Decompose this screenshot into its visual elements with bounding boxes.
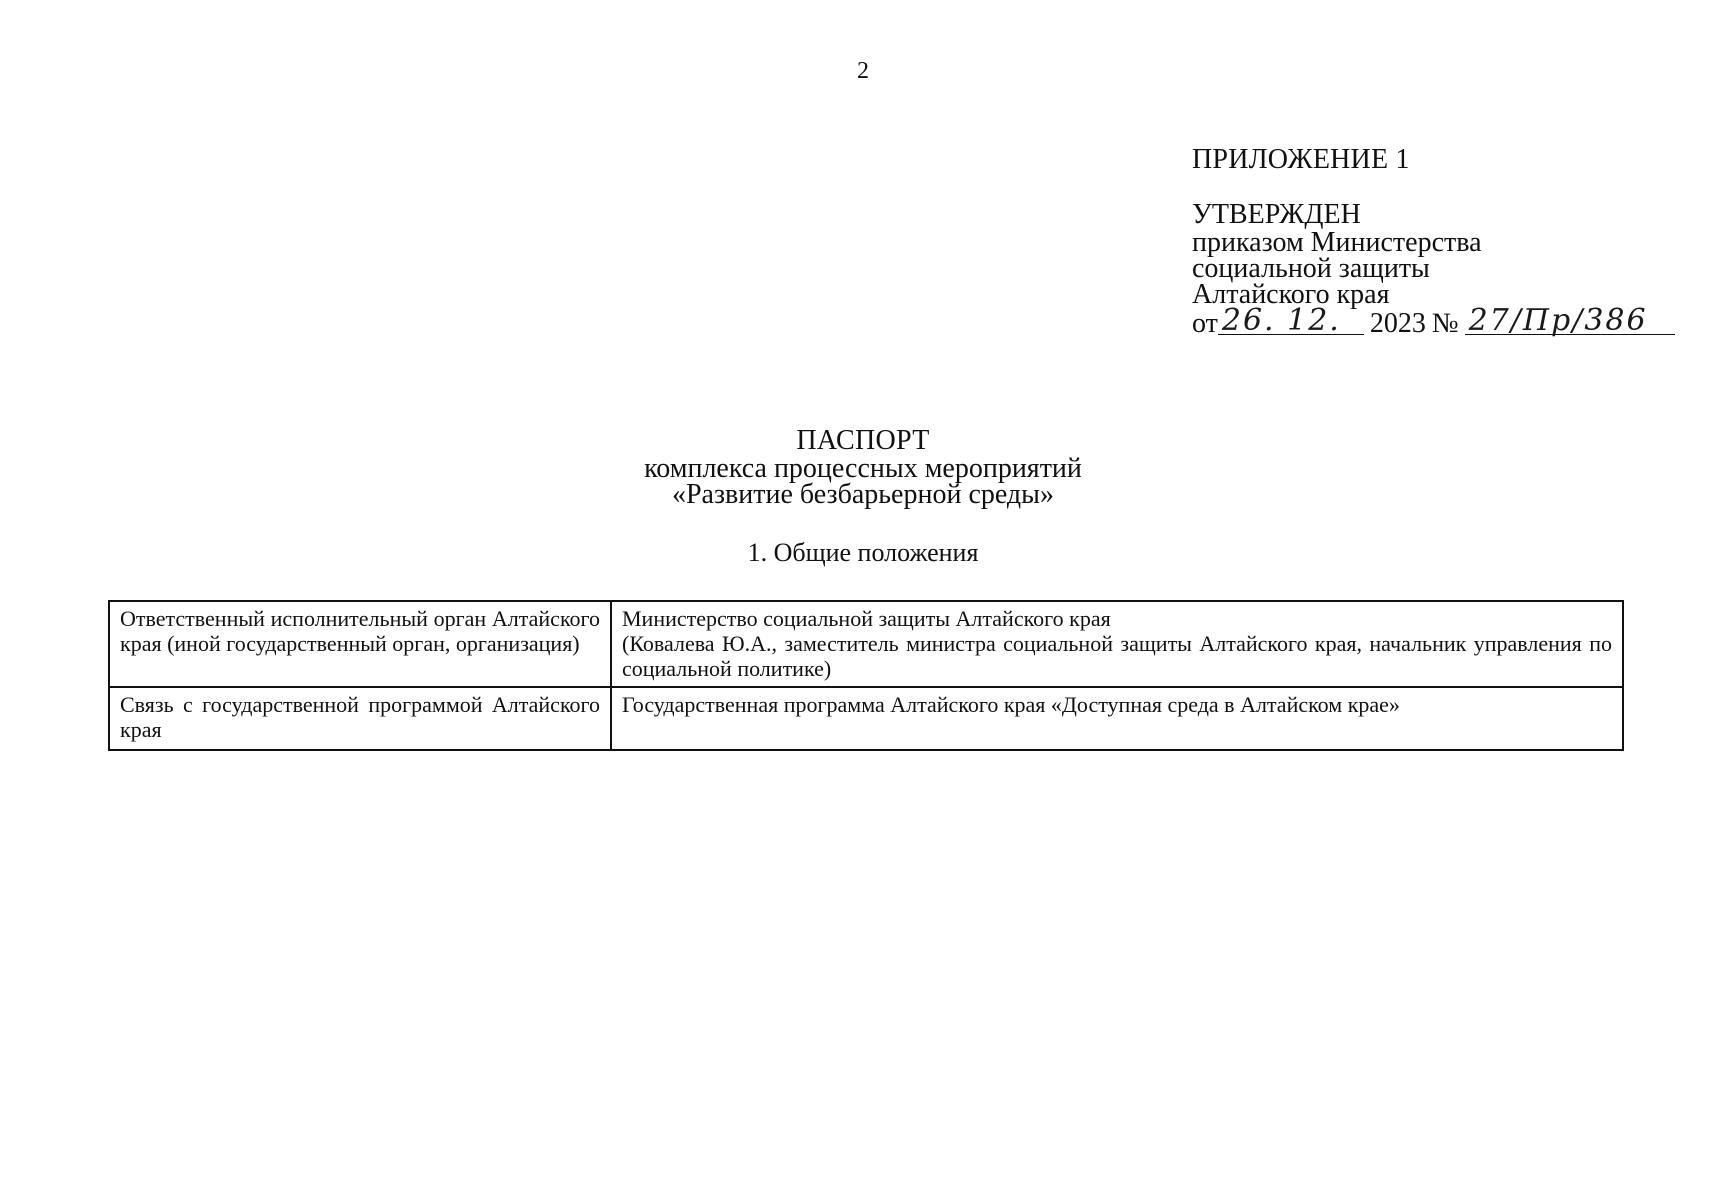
table-row bbox=[109, 687, 1623, 750]
document-subtitle-line-1: комплекса процессных мероприятий bbox=[644, 453, 1082, 484]
table-cell-label: Ответственный исполнительный орган Алтайского края (иной государственный орган, организация) bbox=[109, 601, 611, 687]
general-provisions-table bbox=[108, 600, 1624, 751]
order-number-field bbox=[1465, 303, 1675, 338]
page-number: 2 bbox=[857, 58, 869, 84]
table-cell-value-line: (Ковалева Ю.А., заместитель министра социальной защиты Алтайского края, начальник управления по социальной политике) bbox=[622, 631, 1612, 681]
order-year: 2023 bbox=[1369, 308, 1426, 339]
approval-line-altai-krai: Алтайского края bbox=[1192, 279, 1390, 310]
approval-line-order-of-ministry: приказом Министерства bbox=[1192, 227, 1482, 258]
order-number-sign: № bbox=[1431, 308, 1459, 339]
section-heading: 1. Общие положения bbox=[747, 538, 979, 567]
approved-heading: УТВЕРЖДЕН bbox=[1192, 199, 1361, 230]
approval-line-social-protection: социальной защиты bbox=[1192, 253, 1430, 284]
document-title-block bbox=[0, 426, 1726, 508]
table-row bbox=[109, 601, 1623, 687]
document-title: ПАСПОРТ bbox=[796, 425, 930, 456]
table-cell-value-line: Государственная программа Алтайского края «Доступная среда в Алтайском крае» bbox=[622, 692, 1400, 717]
order-date-number-line bbox=[1192, 303, 1692, 339]
table-cell-value bbox=[611, 687, 1623, 750]
approval-block bbox=[1192, 142, 1692, 339]
document-subtitle-line-2: «Развитие безбарьерной среды» bbox=[671, 479, 1054, 510]
order-date-field bbox=[1218, 303, 1364, 338]
appendix-label: ПРИЛОЖЕНИЕ 1 bbox=[1192, 144, 1410, 175]
table-cell-label: Связь с государственной программой Алтайского края bbox=[109, 687, 611, 750]
order-number-handwritten: 27/Пр/386 bbox=[1468, 303, 1648, 338]
order-date-handwritten: 26. 12. bbox=[1221, 303, 1341, 338]
table-cell-value bbox=[611, 601, 1623, 687]
order-from-label: от bbox=[1192, 308, 1218, 339]
table-cell-value-line: Министерство социальной защиты Алтайского края bbox=[622, 606, 1111, 631]
